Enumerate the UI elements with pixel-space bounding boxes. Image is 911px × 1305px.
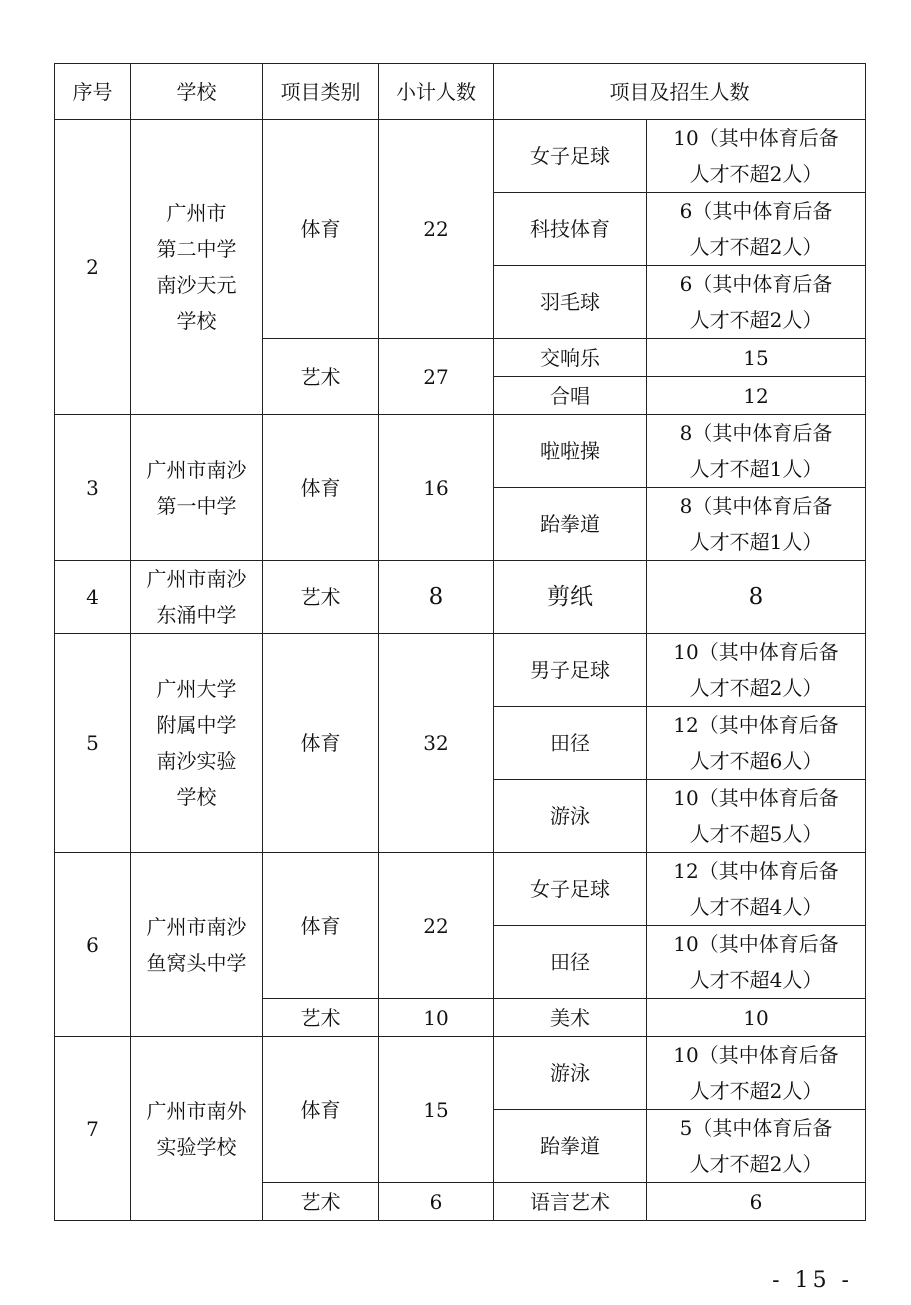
row-no: 5 [55, 634, 131, 853]
table-row [55, 415, 866, 488]
quota-note: 人才不超2人） [689, 162, 823, 186]
school-line: 第二中学 [156, 237, 237, 261]
school-line: 学校 [176, 309, 217, 333]
enrollment-quota [647, 707, 866, 780]
project-category: 艺术 [263, 561, 379, 634]
subtotal-count: 27 [379, 339, 494, 415]
header-row [55, 64, 866, 120]
subtotal-count: 22 [379, 853, 494, 999]
header-projects: 项目及招生人数 [494, 64, 866, 120]
enrollment-quota [647, 266, 866, 339]
subtotal-count: 22 [379, 120, 494, 339]
quota-count: 12（其中体育后备 [673, 713, 839, 737]
quota-note: 人才不超4人） [689, 895, 823, 919]
quota-count: 8（其中体育后备 [679, 421, 833, 445]
project-category: 体育 [263, 853, 379, 999]
project-category: 艺术 [263, 339, 379, 415]
school-line: 附属中学 [156, 713, 237, 737]
quota-note: 人才不超2人） [689, 1079, 823, 1103]
school-line: 南沙天元 [156, 273, 237, 297]
subtotal-count: 10 [379, 999, 494, 1037]
quota-note: 人才不超1人） [689, 457, 823, 481]
row-no: 3 [55, 415, 131, 561]
enrollment-quota [647, 853, 866, 926]
quota-note: 人才不超5人） [689, 822, 823, 846]
enrollment-quota [647, 120, 866, 193]
header-school: 学校 [131, 64, 263, 120]
project-category: 体育 [263, 415, 379, 561]
quota-count: 10（其中体育后备 [673, 786, 839, 810]
school-name [131, 634, 263, 853]
table-row [55, 853, 866, 926]
table-row [55, 561, 866, 634]
quota-note: 人才不超4人） [689, 968, 823, 992]
enrollment-quota [647, 634, 866, 707]
quota-note: 人才不超2人） [689, 676, 823, 700]
project-name: 美术 [494, 999, 647, 1037]
quota-note: 人才不超2人） [689, 308, 823, 332]
row-no: 7 [55, 1037, 131, 1221]
project-name: 交响乐 [494, 339, 647, 377]
row-no: 6 [55, 853, 131, 1037]
school-name [131, 415, 263, 561]
quota-count: 10（其中体育后备 [673, 932, 839, 956]
school-line: 鱼窝头中学 [146, 950, 247, 975]
enrollment-quota: 6 [647, 1183, 866, 1221]
project-category: 体育 [263, 120, 379, 339]
enrollment-quota [647, 1110, 866, 1183]
enrollment-quota [647, 1037, 866, 1110]
school-line: 东涌中学 [156, 603, 237, 627]
school-name [131, 1037, 263, 1221]
quota-count: 8（其中体育后备 [679, 494, 833, 518]
school-line: 广州市 [166, 201, 227, 225]
enrollment-quota: 12 [647, 377, 866, 415]
project-category: 体育 [263, 1037, 379, 1183]
quota-count: 12（其中体育后备 [673, 859, 839, 883]
enrollment-quota [647, 193, 866, 266]
school-line: 广州市南沙 [146, 457, 247, 482]
project-name: 游泳 [494, 780, 647, 853]
project-name: 剪纸 [494, 561, 647, 634]
enrollment-quota [647, 488, 866, 561]
project-name: 跆拳道 [494, 488, 647, 561]
school-name [131, 120, 263, 415]
project-name: 科技体育 [494, 193, 647, 266]
school-line: 广州市南外 [146, 1098, 247, 1123]
enrollment-quota: 8 [647, 561, 866, 634]
school-line: 学校 [176, 785, 217, 809]
school-line: 第一中学 [156, 493, 237, 518]
quota-count: 6（其中体育后备 [679, 199, 833, 223]
header-no: 序号 [55, 64, 131, 120]
project-name: 合唱 [494, 377, 647, 415]
school-line: 南沙实验 [156, 749, 237, 773]
enrollment-quota [647, 415, 866, 488]
school-name [131, 853, 263, 1037]
school-line: 广州大学 [156, 677, 237, 701]
school-line: 广州市南沙 [146, 567, 247, 591]
quota-count: 10（其中体育后备 [673, 126, 839, 150]
project-name: 田径 [494, 926, 647, 999]
project-category: 体育 [263, 634, 379, 853]
subtotal-count: 8 [379, 561, 494, 634]
subtotal-count: 32 [379, 634, 494, 853]
project-name: 女子足球 [494, 853, 647, 926]
table-row [55, 634, 866, 707]
subtotal-count: 15 [379, 1037, 494, 1183]
school-line: 实验学校 [156, 1134, 237, 1159]
project-name: 游泳 [494, 1037, 647, 1110]
quota-note: 人才不超2人） [689, 1152, 823, 1176]
quota-note: 人才不超6人） [689, 749, 823, 773]
school-name [131, 561, 263, 634]
row-no: 2 [55, 120, 131, 415]
subtotal-count: 16 [379, 415, 494, 561]
enrollment-quota [647, 926, 866, 999]
header-subtotal: 小计人数 [379, 64, 494, 120]
enrollment-quota: 15 [647, 339, 866, 377]
enrollment-quota: 10 [647, 999, 866, 1037]
project-name: 跆拳道 [494, 1110, 647, 1183]
project-name: 羽毛球 [494, 266, 647, 339]
subtotal-count: 6 [379, 1183, 494, 1221]
quota-note: 人才不超2人） [689, 235, 823, 259]
project-name: 语言艺术 [494, 1183, 647, 1221]
table-row [55, 1037, 866, 1110]
quota-count: 10（其中体育后备 [673, 640, 839, 664]
project-name: 女子足球 [494, 120, 647, 193]
quota-count: 10（其中体育后备 [673, 1043, 839, 1067]
enrollment-quota [647, 780, 866, 853]
enrollment-table-container [54, 63, 865, 1221]
table-row [55, 120, 866, 193]
header-category: 项目类别 [263, 64, 379, 120]
page-number: - 15 - [772, 1268, 853, 1293]
enrollment-table [54, 63, 866, 1221]
school-line: 广州市南沙 [146, 914, 247, 939]
row-no: 4 [55, 561, 131, 634]
project-name: 男子足球 [494, 634, 647, 707]
quota-count: 5（其中体育后备 [679, 1116, 833, 1140]
project-name: 田径 [494, 707, 647, 780]
project-category: 艺术 [263, 999, 379, 1037]
project-name: 啦啦操 [494, 415, 647, 488]
quota-count: 6（其中体育后备 [679, 272, 833, 296]
project-category: 艺术 [263, 1183, 379, 1221]
quota-note: 人才不超1人） [689, 530, 823, 554]
